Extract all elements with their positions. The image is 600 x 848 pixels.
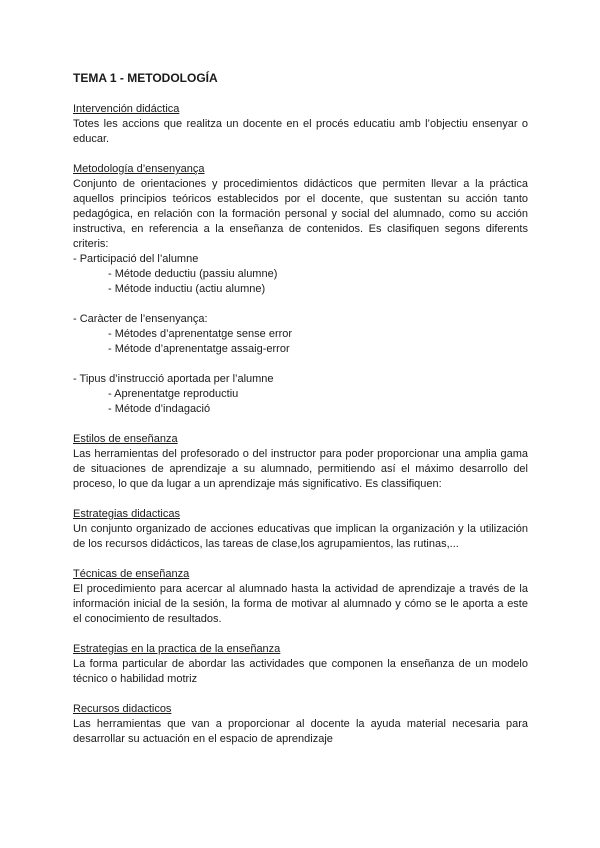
section-body: Un conjunto organizado de acciones educativas que implican la organización y la utilización de los recursos didácticos, las tareas de clase,los agrupamientos, las rutinas,... [73,523,528,550]
section-heading: Metodología d’ensenyança [73,163,205,175]
section-body: Las herramientas que van a proporcionar al docente la ayuda material necesaria para desarrollar su actuación en el espacio de aprendizaje [73,718,528,745]
section-body: Conjunto de orientaciones y procedimientos didácticos que permiten llevar a la práctica aquellos principios teóricos establecidos por el docente, que sustentan su acción tanto pedagógica, en relación con la formación personal y social del alumnado, como su acción instructiva, en referencia a la enseñanza de contenidos. Es clasifiquen segons diferents criteris: [73,178,528,250]
list-item: - Métodes d’aprenentatge sense error [108,328,293,340]
section-heading: Intervención didáctica [73,103,180,115]
section-body: Totes les accions que realitza un docente en el procés educatiu amb l’objectiu ensenyar o educar. [73,118,528,145]
section-body: Las herramientas del profesorado o del instructor para poder proporcionar una amplia gama de situaciones de aprendizaje a su alumnado, permitiendo así el máximo desarrollo del proceso, lo que da lugar a un aprendizaje más significativo. Es classifiquen: [73,448,528,490]
section-heading: Estrategias didacticas [73,508,180,520]
section-heading: Estilos de enseñanza [73,433,178,445]
criteria-items [73,267,528,297]
criteria-label: - Participació del l’alumne [73,253,199,265]
criteria-label: - Tipus d’instrucció aportada per l’alumne [73,373,274,385]
section-heading: Estrategias en la practica de la enseñanza [73,643,281,655]
section-metodologia [73,162,528,417]
section-heading: Técnicas de enseñanza [73,568,190,580]
criteria-items [73,327,528,357]
criteria-group [73,312,528,357]
list-item: - Métode inductiu (actiu alumne) [108,283,266,295]
criteria-group [73,372,528,417]
list-item: - Aprenentatge reproductiu [108,388,239,400]
section-heading: Recursos didacticos [73,703,172,715]
section-estilos [73,432,528,492]
page-title: TEMA 1 - METODOLOGÍA [73,71,218,85]
section-estrategias-practica [73,642,528,687]
list-item: - Métode d’indagació [108,403,211,415]
list-item: - Métode d’aprenentatge assaig-error [108,343,290,355]
section-recursos [73,702,528,747]
section-body: La forma particular de abordar las actividades que componen la enseñanza de un modelo técnico o habilidad motriz [73,658,528,685]
criteria-label: - Caràcter de l’ensenyança: [73,313,208,325]
criteria-group [73,252,528,297]
section-estrategias-didacticas [73,507,528,552]
section-body: El procedimiento para acercar al alumnado hasta la actividad de aprendizaje a través de la información inicial de la sesión, la forma de motivar al alumnado y cómo se le aporta a este el conocimiento de resultados. [73,583,528,625]
section-tecnicas [73,567,528,627]
list-item: - Métode deductiu (passiu alumne) [108,268,278,280]
criteria-items [73,387,528,417]
section-intervencion [73,102,528,147]
